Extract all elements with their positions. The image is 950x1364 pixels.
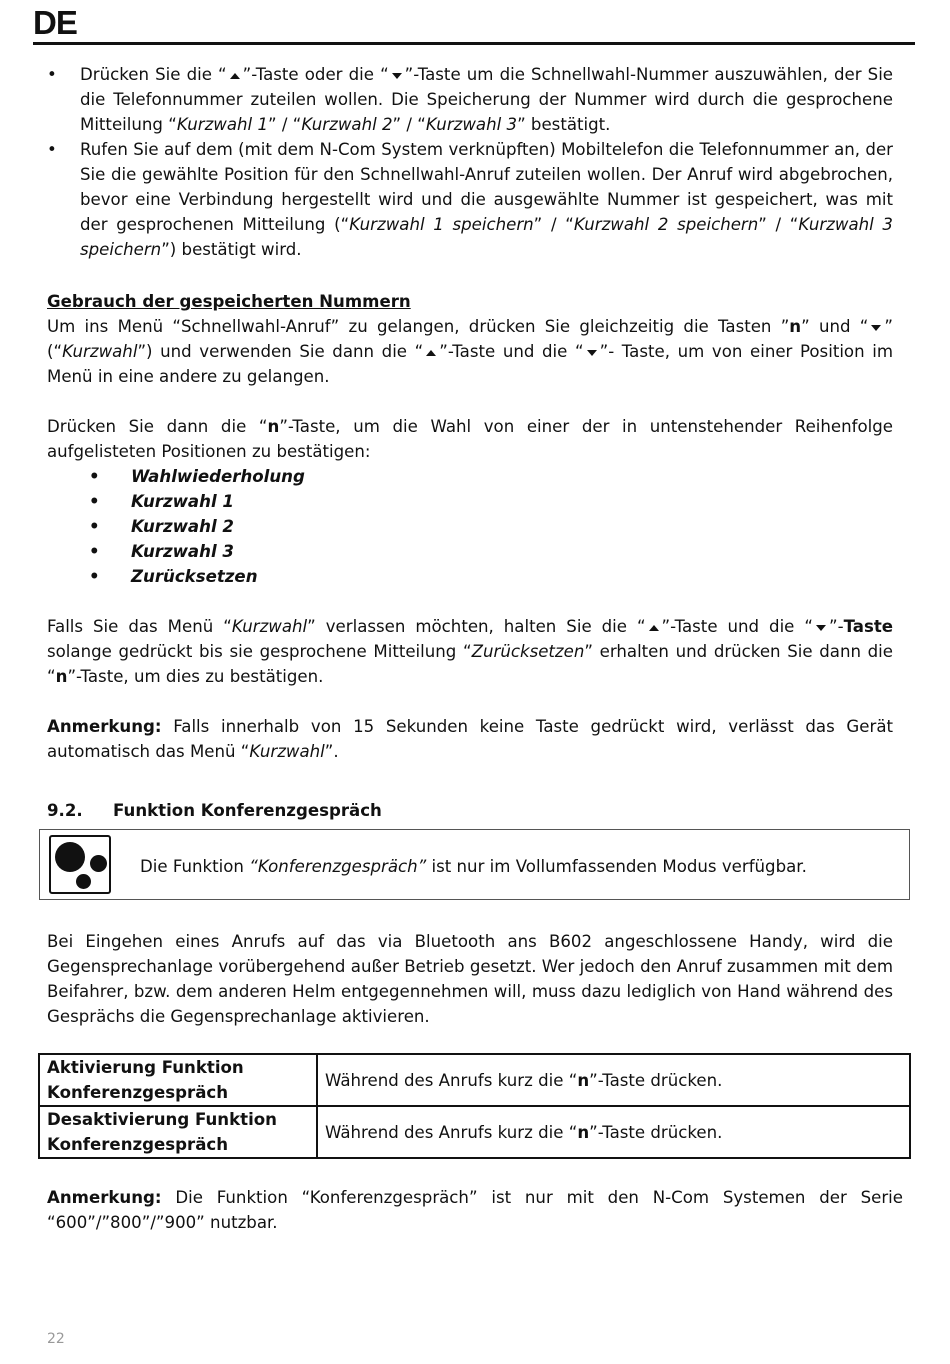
down-arrow-icon [871, 325, 881, 331]
table-row [39, 1054, 910, 1106]
page-number: 22 [47, 1331, 65, 1347]
usage-paragraph-1: Um ins Menü “Schnellwahl-Anruf” zu gelangen, drücken Sie gleichzeitig die Tasten ”n” und “ ” (“Kurzwahl”) und verwenden Sie dann die “ ”-Taste und die “ ”- Taste, um von einer Position im Menü in eine andere zu gelangen. [47, 317, 893, 386]
up-arrow-icon [426, 350, 436, 356]
up-arrow-icon [649, 625, 659, 631]
language-header: DE [33, 4, 77, 41]
table-cell-action: Während des Anrufs kurz die “n”-Taste drücken. [317, 1106, 910, 1158]
final-note: Anmerkung: Die Funktion “Konferenzgespräch” ist nur mit den N-Com Systemen der Serie “600”/”800”/”900” nutzbar. [47, 1188, 903, 1232]
list-item: • Kurzwahl 2 [47, 514, 893, 539]
bullet-select-number: • Drücken Sie die “ ”-Taste oder die “ ”-Taste um die Schnellwahl-Nummer auszuwählen, der Sie die Telefonnummer zuteilen wollen. Die Speicherung der Nummer wird durch die gesprochene Mitteilung “Kurzwahl 1” / “Kurzwahl 2” / “Kurzwahl 3” bestätigt. [47, 62, 893, 137]
usage-heading: Gebrauch der gespeicherten Nummern [47, 292, 411, 311]
usage-paragraph-3: Falls Sie das Menü “Kurzwahl” verlassen möchten, halten Sie die “ ”-Taste und die “ ”-Taste solange gedrückt bis sie gesprochene Mitteilung “Zurücksetzen” erhalten und drücken Sie dann die “n”-Taste, um dies zu bestätigen. [47, 617, 894, 686]
down-arrow-icon [816, 625, 826, 631]
table-row [39, 1106, 910, 1158]
intro-bullets [47, 62, 893, 262]
section-heading: 9.2. Funktion Konferenzgespräch [47, 801, 382, 820]
down-arrow-icon [587, 350, 597, 356]
usage-section [47, 289, 893, 764]
bullet-call-number: • Rufen Sie auf dem (mit dem N-Com System verknüpften) Mobiltelefon die Telefonnummer an, der Sie die gewählte Position für den Schnellwahl-Anruf zuteilen wollen. Der Anruf wird abgebrochen, bevor eine Verbindung hergestellt wird und die ausgewählte Nummer ist gespeichert, was mit der gesprochenen Mitteilung (“Kurzwahl 1 speichern” / “Kurzwahl 2 speichern” / “Kurzwahl 3 speichern”) bestätigt wird. [47, 137, 893, 262]
list-item: • Wahlwiederholung [47, 464, 893, 489]
table-cell-action: Während des Anrufs kurz die “n”-Taste drücken. [317, 1054, 910, 1106]
function-table [38, 1053, 911, 1159]
down-arrow-icon [392, 73, 402, 79]
conference-paragraph: Bei Eingehen eines Anrufs auf das via Bluetooth ans B602 angeschlossene Handy, wird die Gegensprechanlage vorübergehend außer Betrieb gesetzt. Wer jedoch den Anruf zusammen mit dem Beifahrer, bzw. dem anderen Helm entgegennehmen will, muss dazu lediglich von Hand während des Gesprächs die Gegensprechanlage aktivieren. [47, 932, 893, 1026]
list-item: • Zurücksetzen [47, 564, 893, 589]
table-cell-label: Aktivierung Funktion Konferenzgespräch [39, 1054, 317, 1106]
table-cell-label: Desaktivierung Funktion Konferenzgespräch [39, 1106, 317, 1158]
info-dots-icon [49, 835, 111, 894]
list-item: • Kurzwahl 1 [47, 489, 893, 514]
usage-note: Anmerkung: Falls innerhalb von 15 Sekunden keine Taste gedrückt wird, verlässt das Gerät automatisch das Menü “Kurzwahl”. [47, 717, 893, 761]
usage-paragraph-2: Drücken Sie dann die “n”-Taste, um die Wahl von einer der in untenstehender Reihenfolge aufgelisteten Positionen zu bestätigen: [47, 417, 893, 461]
info-box-text: Die Funktion “Konferenzgespräch” ist nur im Vollumfassenden Modus verfügbar. [140, 857, 807, 876]
header-rule [33, 42, 915, 45]
list-item: • Kurzwahl 3 [47, 539, 893, 564]
up-arrow-icon [230, 73, 240, 79]
info-box [39, 829, 910, 900]
